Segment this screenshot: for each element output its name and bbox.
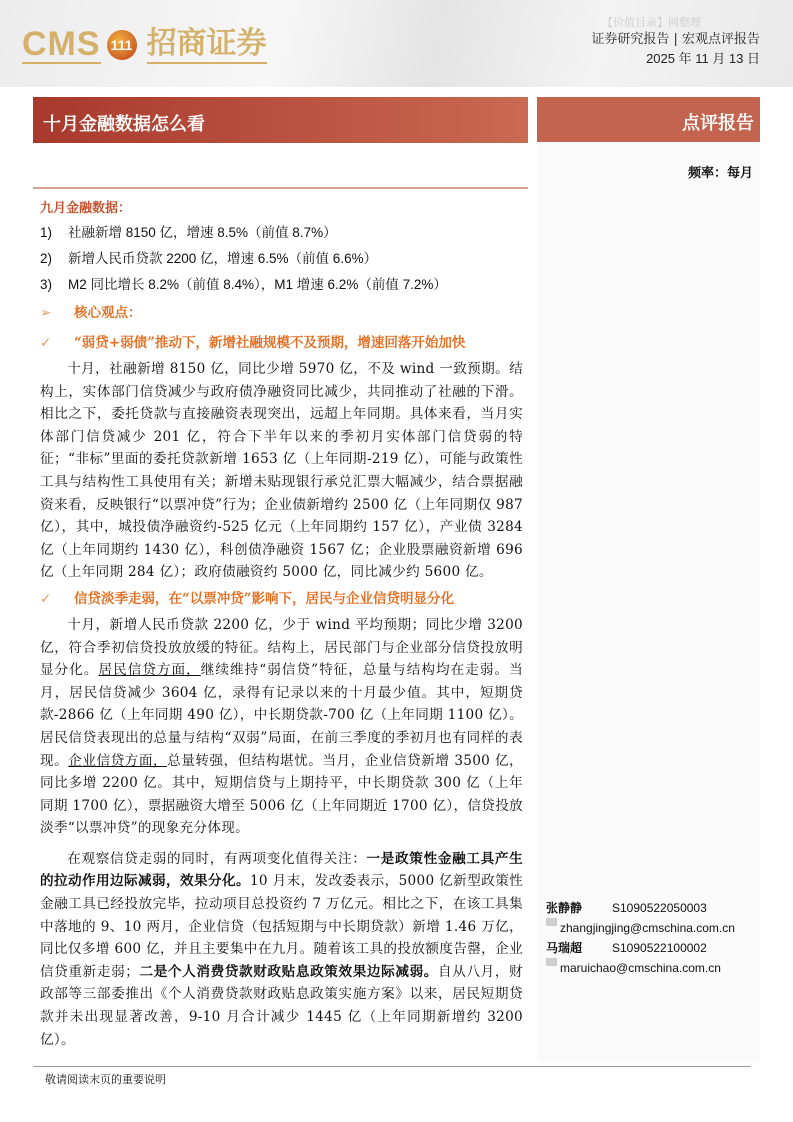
section-heading-text: “弱贷+弱债”推动下，新增社融规模不及预期，增速回落开始加快	[74, 335, 466, 351]
author-name: 张静静	[546, 901, 583, 915]
author-email-row	[546, 958, 735, 978]
data-item	[40, 272, 523, 298]
section-heading	[40, 328, 523, 358]
mail-icon	[546, 918, 557, 926]
authors	[546, 898, 735, 978]
watermark: 【价值目录】网整理	[602, 17, 701, 29]
author-email-row	[546, 918, 735, 938]
author-row	[546, 938, 735, 958]
report-date: 2025 年 11 月 13 日	[646, 51, 760, 66]
frequency: 频率：每月	[687, 166, 753, 181]
core-heading: ➢ 核心观点：	[40, 298, 523, 328]
item-number: 1)	[40, 225, 53, 240]
item-text: 社融新增 8150 亿，增速 8.5%（前值 8.7%）	[68, 225, 337, 240]
author-name: 马瑞超	[546, 941, 583, 955]
paragraph	[40, 614, 523, 840]
author-row	[546, 898, 735, 918]
author-id: S1090522050003	[612, 901, 707, 915]
section-heading	[40, 584, 523, 614]
text-run: 在观察信贷走弱的同时，有两项变化值得关注：	[67, 850, 367, 867]
footer-note: 敬请阅读末页的重要说明	[45, 1073, 166, 1086]
data-item	[40, 246, 523, 272]
arrow-bullet-icon: ➢	[40, 305, 52, 321]
data-item	[40, 220, 523, 246]
divider	[33, 187, 528, 189]
text-run: 居民信贷方面，	[98, 662, 201, 679]
report-category: 点评报告	[537, 97, 760, 142]
report-title: 十月金融数据怎么看	[33, 97, 528, 143]
text-run: 二是个人消费贷款财政贴息政策效果边际减弱。	[139, 963, 439, 980]
item-number: 3)	[40, 277, 53, 292]
check-icon: ✓	[40, 590, 52, 607]
main-content	[40, 198, 523, 1051]
text-run: 十月，社融新增 8150 亿，同比少增 5970 亿，不及 wind 一致预期。结构上，实体部门信贷减少与政府债净融资同比减少，共同推动了社融的下滑。相比之下，委托贷款与直接融资表现突出，远超上年同期。具体来看，当月实体部门信贷减少 201 亿，符合下半年以来的季初月实体部门信贷弱的特征；“非标”里面的委托贷款新增 1653 亿（上年同期-219 亿），可能与政策性工具与结构性工具使用有关；新增未贴现银行承兑汇票大幅减少，结合票据融资来看，反映银行“以票冲贷”行为；企业债新增约 2500 亿（上年同期仅 987 亿），其中，城投债净融资约-525 亿元（上年同期约 157 亿），产业债 3284 亿（上年同期约 1430 亿），科创债净融资 1567 亿；企业股票融资新增 696 亿（上年同期 284 亿）；政府债融资约 5000 亿，同比减少约 5600 亿。	[40, 361, 523, 581]
item-text: M2 同比增长 8.2%（前值 8.4%），M1 增速 6.2%（前值 7.2%）	[68, 277, 447, 292]
cms-logo: CMS 111 招商证券	[22, 25, 267, 63]
text-run: 10 月末，发改委表示，5000 亿新型政策性金融工具已经投放完毕，拉动项目总投资约 7 万亿元。相比之下，在该工具集中落地的 9、10 两月，企业信贷（包括短期与中长期贷款）新增 1.46 万亿，同比仅多增 600 亿，并且主要集中在九月。随着该工具的投放额度告罄，企业信贷重新走弱；	[40, 873, 524, 980]
author-email[interactable]: maruichao@cmschina.com.cn	[560, 961, 721, 975]
text-run: 继续维持“弱信贷”特征，总量与结构均在走弱。当月，居民信贷减少 3604 亿，录得有记录以来的十月最少值。其中，短期贷款-2866 亿（上年同期 490 亿），中长期贷款-700 亿（上年同期 1100 亿）。居民信贷表现出的总量与结构“双弱”局面，在前三季度的季初月也有同样的表现。	[40, 662, 523, 769]
text-run: 十月，新增人民币贷款 2200 亿，少于 wind 平均预期；同比少增 3200 亿，符合季初信贷投放放缓的特征。结构上，居民部门与企业部分信贷投放明显分化。	[40, 616, 523, 679]
logo-badge-icon: 111	[107, 30, 137, 60]
header-banner	[0, 0, 793, 87]
report-type: 证券研究报告 | 宏观点评报告	[591, 32, 760, 47]
section-heading-text: 信贷淡季走弱，在“以票冲贷”影响下，居民与企业信贷明显分化	[74, 590, 455, 607]
text-run: 自从八月，财政部等三部委推出《个人消费贷款财政贴息政策实施方案》以来，居民短期贷款并未出现显著改善，9-10 月合计减少 1445 亿（上年同期新增约 3200 亿）。	[40, 963, 523, 1048]
item-text: 新增人民币贷款 2200 亿，增速 6.5%（前值 6.6%）	[68, 251, 378, 266]
text-run: 一是政策性金融工具产生的拉动作用边际减弱，效果分化。	[40, 850, 523, 890]
check-icon: ✓	[40, 335, 52, 351]
author-id: S1090522100002	[612, 941, 707, 955]
author-email[interactable]: zhangjingjing@cmschina.com.cn	[560, 921, 735, 935]
text-run: 总量转强，但结构堪忧。当月，企业信贷新增 3500 亿，同比多增 2200 亿。其中，短期信贷与上期持平，中长期贷款 300 亿（上年同期 1700 亿），票据融资大增至 5006 亿（上年同期近 1700 亿），信贷投放淡季“以票冲贷”的现象充分体现。	[40, 752, 523, 837]
data-heading: 九月金融数据：	[40, 201, 132, 216]
item-number: 2)	[40, 251, 53, 266]
text-run: 企业信贷方面，	[68, 752, 168, 769]
footer-divider	[33, 1066, 751, 1067]
paragraph	[40, 358, 523, 584]
paragraph	[40, 848, 523, 1051]
mail-icon	[546, 958, 557, 966]
